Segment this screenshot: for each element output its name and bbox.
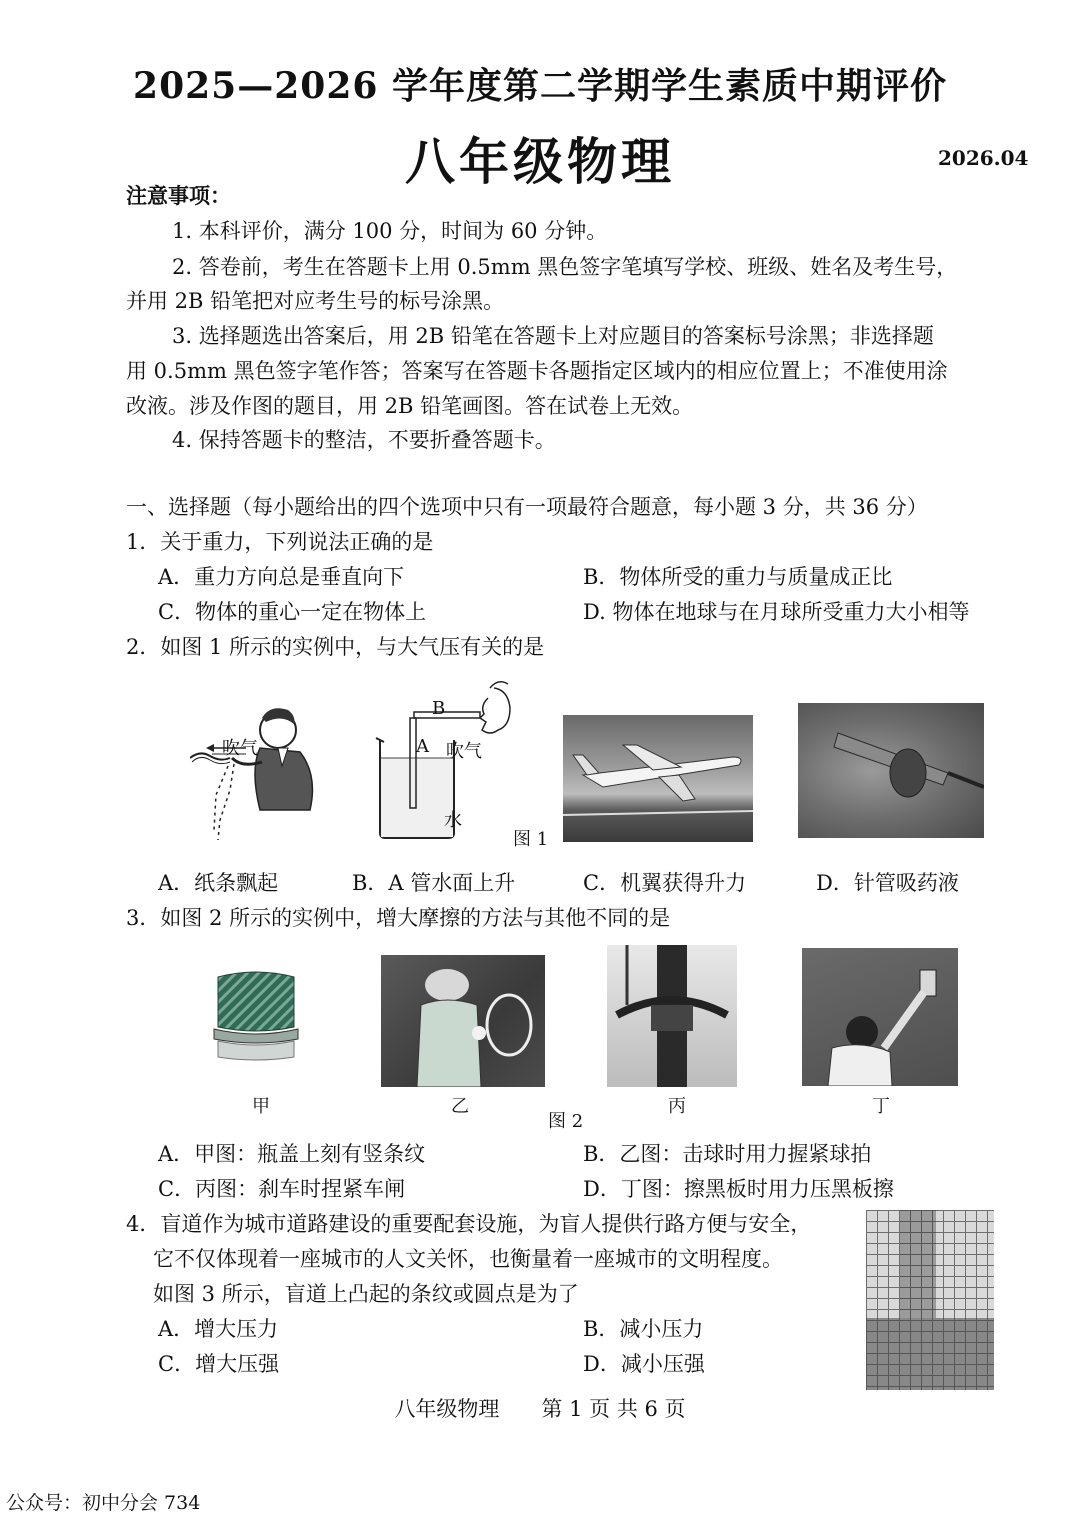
notice-line-1: 1. 本科评价，满分 100 分，时间为 60 分钟。 (172, 219, 608, 243)
blackboard-photo (802, 948, 958, 1086)
q2-stem: 2．如图 1 所示的实例中，与大气压有关的是 (126, 635, 545, 659)
q2-option-c[interactable]: C．机翼获得升力 (583, 871, 747, 895)
fig1-label: 图 1 (513, 829, 549, 850)
q2-option-d[interactable]: D．针管吸药液 (816, 871, 959, 895)
q3-option-d[interactable]: D．丁图：擦黑板时用力压黑板擦 (583, 1177, 894, 1201)
q3-option-c[interactable]: C．丙图：刹车时捏紧车闸 (158, 1177, 406, 1201)
exam-date: 2026.04 (938, 146, 1029, 170)
syringe-photo (798, 703, 984, 838)
notice-line-4: 3. 选择题选出答案后，用 2B 铅笔在答题卡上对应题目的答案标号涂黑；非选择题 (172, 324, 934, 348)
notice-line-7: 4. 保持答题卡的整洁，不要折叠答题卡。 (172, 428, 556, 452)
q1-option-c[interactable]: C．物体的重心一定在物体上 (158, 600, 427, 624)
notice-line-5: 用 0.5mm 黑色签字笔作答；答案写在答题卡各题指定区域内的相应位置上；不准使用涂 (126, 359, 948, 383)
q4-option-d[interactable]: D．减小压强 (583, 1352, 705, 1376)
airplane-photo (563, 715, 753, 842)
fig2-label-bing: 丙 (668, 1096, 686, 1117)
q1-stem: 1．关于重力，下列说法正确的是 (126, 530, 434, 554)
q3-option-b[interactable]: B．乙图：击球时用力握紧球拍 (583, 1142, 872, 1166)
q4-option-b[interactable]: B．减小压力 (583, 1317, 704, 1341)
tube-a-label: A (416, 736, 429, 757)
blow-label-1: 吹气 (222, 738, 258, 759)
page-footer: 八年级物理 第 1 页 共 6 页 (394, 1397, 686, 1421)
section-heading: 一、选择题（每小题给出的四个选项中只有一项最符合题意，每小题 3 分，共 36 分） (126, 495, 928, 519)
q2-option-b[interactable]: B．A 管水面上升 (352, 871, 516, 895)
paper-strip-figure (190, 700, 330, 850)
fig2-label-ding: 丁 (872, 1096, 890, 1117)
q4-stem-line-2: 它不仅体现着一座城市的人文关怀，也衡量着一座城市的文明程度。 (153, 1247, 783, 1271)
q1-option-d[interactable]: D. 物体在地球与在月球所受重力大小相等 (583, 600, 970, 624)
watermark-text: 公众号：初中分会 734 (6, 1492, 201, 1514)
q3-option-a[interactable]: A．甲图：瓶盖上刻有竖条纹 (158, 1142, 426, 1166)
bottle-cap-figure (208, 965, 304, 1065)
fig2-label: 图 2 (548, 1111, 584, 1132)
q4-stem-line-1: 4．盲道作为城市道路建设的重要配套设施，为盲人提供行路方便与安全， (126, 1212, 812, 1236)
q4-option-c[interactable]: C．增大压强 (158, 1352, 280, 1376)
subject-title: 八年级物理 (405, 132, 675, 191)
fig2-label-jia: 甲 (252, 1096, 270, 1117)
q3-stem: 3．如图 2 所示的实例中，增大摩擦的方法与其他不同的是 (126, 906, 671, 930)
fig2-label-yi: 乙 (451, 1096, 469, 1117)
q2-option-a[interactable]: A．纸条飘起 (158, 871, 279, 895)
bicycle-brake-photo (607, 945, 737, 1087)
notice-line-6: 改液。涉及作图的题目，用 2B 铅笔画图。答在试卷上无效。 (126, 394, 694, 418)
tube-b-label: B (432, 698, 446, 719)
notice-line-2: 2. 答卷前，考生在答题卡上用 0.5mm 黑色签字笔填写学校、班级、姓名及考生号， (172, 255, 958, 279)
q4-option-a[interactable]: A．增大压力 (158, 1317, 279, 1341)
tactile-paving-photo (866, 1210, 994, 1390)
q1-option-a[interactable]: A．重力方向总是垂直向下 (158, 565, 405, 589)
tennis-photo (381, 955, 545, 1087)
water-label: 水 (444, 810, 462, 831)
notice-line-3: 并用 2B 铅笔把对应考生号的标号涂黑。 (126, 289, 505, 313)
notice-heading: 注意事项： (126, 183, 231, 208)
q1-option-b[interactable]: B．物体所受的重力与质量成正比 (583, 565, 893, 589)
exam-title: 2025—2026 学年度第二学期学生素质中期评价 (133, 65, 947, 107)
blow-label-2: 吹气 (446, 741, 482, 762)
q4-stem-line-3: 如图 3 所示，盲道上凸起的条纹或圆点是为了 (153, 1282, 579, 1306)
